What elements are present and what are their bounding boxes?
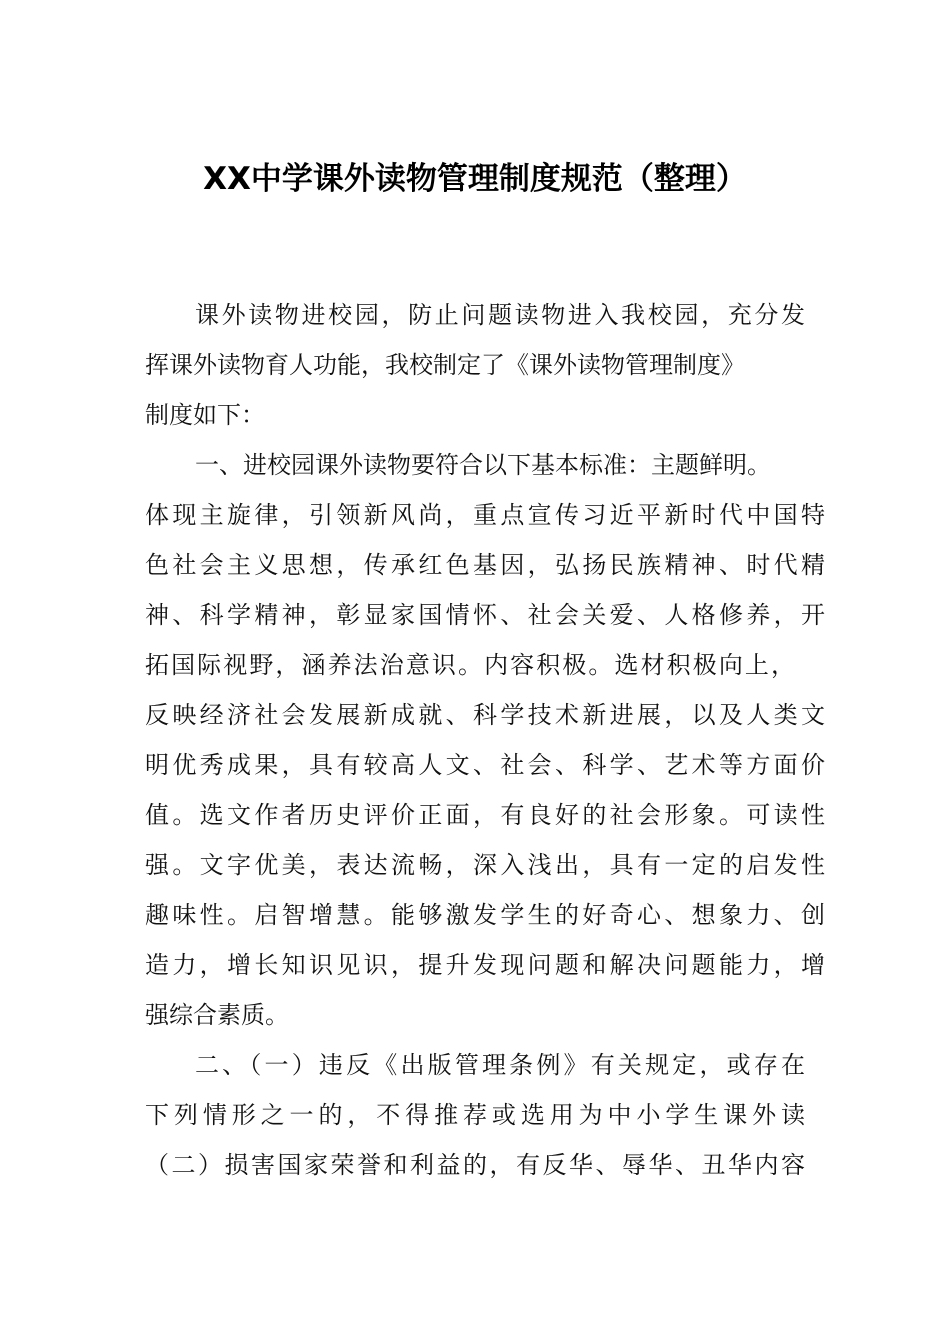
paragraph-line: 体现主旋律，引领新风尚，重点宣传习近平新时代中国特: [145, 501, 825, 529]
paragraph-line: 神、科学精神，彰显家国情怀、社会关爱、人格修养，开: [145, 601, 825, 629]
paragraph-line: 强。文字优美，表达流畅，深入浅出，具有一定的启发性: [145, 851, 825, 879]
paragraph-line: 二、（一）违反《出版管理条例》有关规定，或存在: [195, 1051, 805, 1079]
paragraph-line: （二）损害国家荣誉和利益的，有反华、辱华、丑华内容: [145, 1151, 805, 1179]
paragraph-line: 课外读物进校园，防止问题读物进入我校园，充分发: [195, 301, 805, 329]
paragraph-line: 值。选文作者历史评价正面，有良好的社会形象。可读性: [145, 801, 825, 829]
paragraph-line: 趣味性。启智增慧。能够激发学生的好奇心、想象力、创: [145, 901, 825, 929]
paragraph-line: 制度如下：: [145, 401, 265, 429]
paragraph-line: 强综合素质。: [145, 1001, 289, 1029]
paragraph-line: 拓国际视野，涵养法治意识。内容积极。选材积极向上，: [145, 651, 795, 679]
paragraph-line: 明优秀成果，具有较高人文、社会、科学、艺术等方面价: [145, 751, 825, 779]
paragraph-line: 一、进校园课外读物要符合以下基本标准：主题鲜明。: [195, 451, 771, 479]
paragraph-line: 反映经济社会发展新成就、科学技术新进展，以及人类文: [145, 701, 825, 729]
paragraph-line: 造力，增长知识见识，提升发现问题和解决问题能力，增: [145, 951, 825, 979]
paragraph-line: 下列情形之一的，不得推荐或选用为中小学生课外读: [145, 1101, 805, 1129]
paragraph-line: 色社会主义思想，传承红色基因，弘扬民族精神、时代精: [145, 551, 825, 579]
document-title: XX中学课外读物管理制度规范（整理）: [203, 161, 747, 197]
paragraph-line: 挥课外读物育人功能，我校制定了《课外读物管理制度》: [145, 351, 745, 379]
